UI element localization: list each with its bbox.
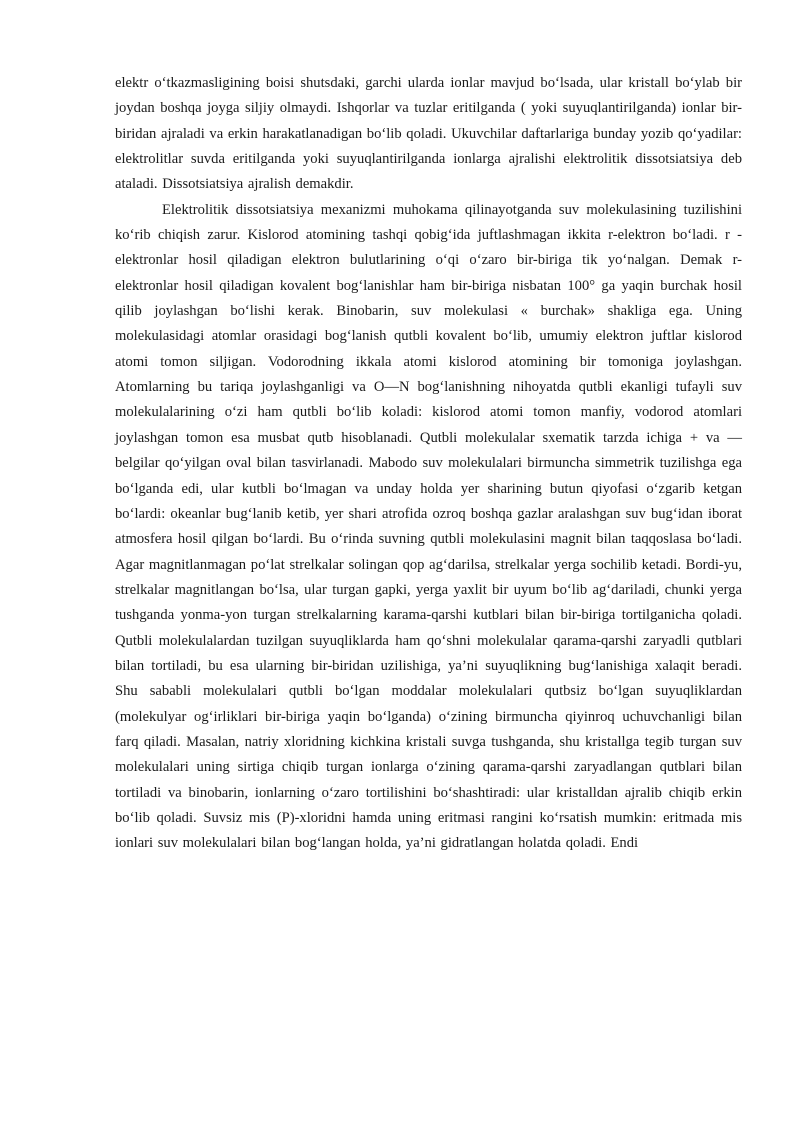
paragraph-1: elektr o‘tkazmasligining boisi shutsdaki, garchi ularda ionlar mavjud bo‘lsada, ular kristall bo‘ylab bir joydan boshqa joyga siljiy olmaydi. Ishqorlar va tuzlar eritilganda ( yoki suyuqlantirilganda) ionlar bir-biridan ajraladi va erkin harakatlanadigan bo‘lib qoladi. Ukuvchilar daftarlariga bunday yozib qo‘yadilar: elektrolitlar suvda eritilganda yoki suyuqlantirilganda ionlarga ajralishi elektrolitik dissotsiatsiya deb ataladi. Dissotsiatsiya ajralish demakdir. [115,75,742,193]
document-page [115,71,742,857]
paragraph-2: Elektrolitik dissotsiatsiya mexanizmi muhokama qilinayotganda suv molekulasining tuzilishini ko‘rib chiqish zarur. Kislorod atomining tashqi qobig‘ida juftlashmagan ikkita r-elektron bo‘ladi. r - elektronlar hosil qiladigan elektron bulutlarining o‘qi o‘zaro bir-biriga tik yo‘nalgan. Demak r-elektronlar hosil qiladigan kovalent bog‘lanishlar ham bir-biriga nisbatan 100° ga yaqin burchak hosil qilib joylashgan bo‘lishi kerak. Binobarin, suv molekulasi « burchak» shakliga ega. Uning molekulasidagi atomlar orasidagi bog‘lanish qutbli kovalent bo‘lib, umumiy elektron juftlar kislorod atomi tomon siljigan. Vodorodning ikkala atomi kislorod atomining bir tomoniga joylashgan. Atomlarning bu tariqa joylashganligi va O—N bog‘lanishning nihoyatda qutbli ekanligi tufayli suv molekulalarining o‘zi ham qutbli bo‘lib koladi: kislorod atomi tomon manfiy, vodorod atomlari joylashgan tomon esa musbat qutb hisoblanadi. Qutbli molekulalar sxematik tarzda ichiga + va — belgilar qo‘yilgan oval bilan tasvirlanadi. Mabodo suv molekulalari birmuncha simmetrik tuzilishga ega bo‘lganda edi, ular kutbli bo‘lmagan va unday holda yer sharining butun qiyofasi o‘zgarib ketgan bo‘lardi: okeanlar bug‘lanib ketib, yer shari atrofida ozroq boshqa gazlar aralashgan suv bug‘idan iborat atmosfera hosil qilgan bo‘lardi. Bu o‘rinda suvning qutbli molekulasini magnit bilan taqqoslasa bo‘ladi. Agar magnitlanmagan po‘lat strelkalar solingan qop ag‘darilsa, strelkalar yerga sochilib ketadi. Bordi-yu, strelkalar magnitlangan bo‘lsa, ular turgan gapki, yerga yaxlit bir uyum bo‘lib ag‘dariladi, chunki yerga tushganda yonma-yon turgan strelkalarning karama-qarshi kutblari bilan bir-biriga tortilganicha qoladi. Qutbli molekulalardan tuzilgan suyuqliklarda ham qo‘shni molekulalar qarama-qarshi zaryadli qutblari bilan tortiladi, bu esa ularning bir-biridan uzilishiga, ya’ni suyuqlikning bug‘lanishiga xalaqit beradi. Shu sababli molekulalari qutbli bo‘lgan moddalar molekulalari qutbsiz bo‘lgan suyuqliklardan (molekulyar og‘irliklari bir-biriga yaqin bo‘lganda) o‘zining birmuncha qiyinroq uchuvchanligi bilan farq qiladi. Masalan, natriy xloridning kichkina kristali suvga tushganda, shu kristallga tegib turgan suv molekulalari uning sirtiga chiqib turgan ionlarga o‘zining qarama-qarshi zaryadlangan qutblari bilan tortiladi va binobarin, ionlarning o‘zaro tortilishini bo‘shashtiradi: ular kristalldan ajralib chiqib erkin bo‘lib qoladi. Suvsiz mis (P)-xloridni hamda uning eritmasi rangini ko‘rsatish mumkin: eritmada mis ionlari suv molekulalari bilan bog‘langan holda, ya’ni gidratlangan holatda qoladi. Endi [115,201,742,852]
